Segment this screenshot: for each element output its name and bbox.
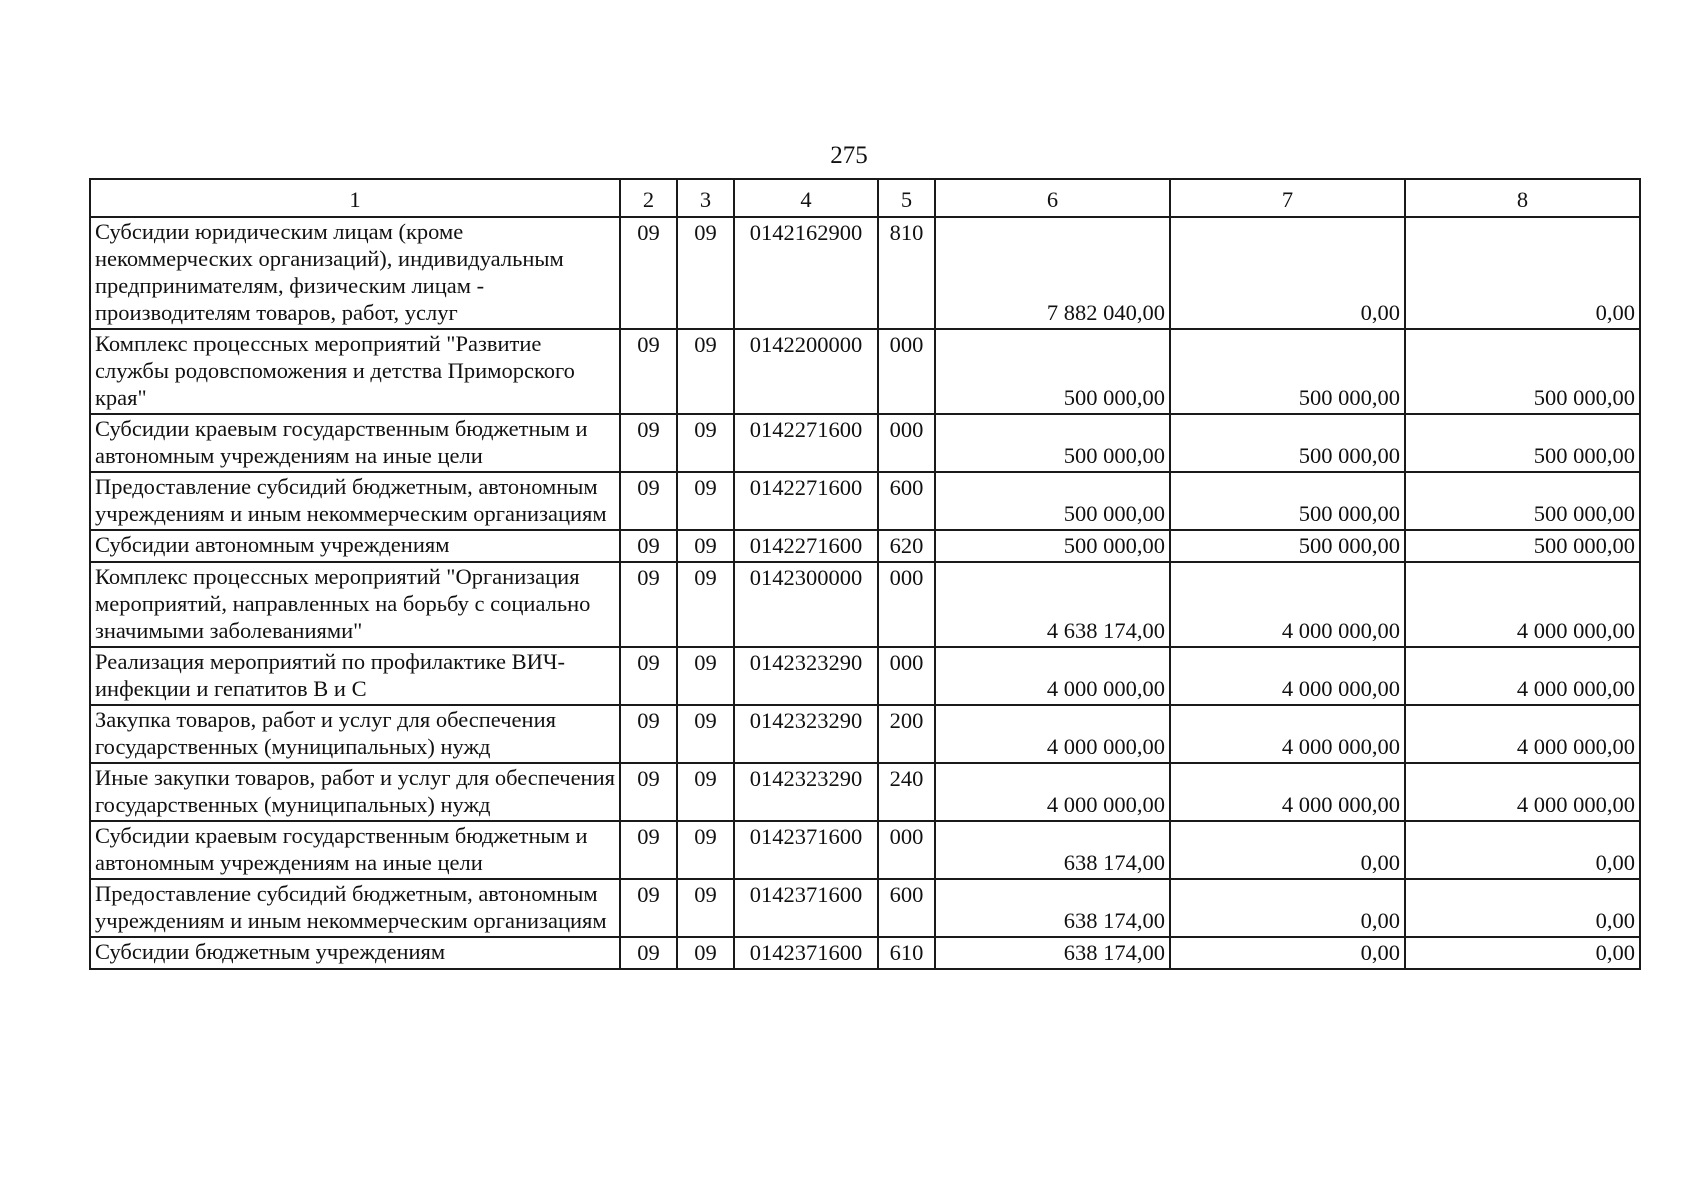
expense-type-cell: 200 <box>878 705 935 763</box>
header-row <box>90 179 1640 217</box>
row-name-cell: Предоставление субсидий бюджетным, автономным учреждениям и иным некоммерческим организациям <box>90 879 620 937</box>
row-name-cell: Предоставление субсидий бюджетным, автономным учреждениям и иным некоммерческим организациям <box>90 472 620 530</box>
row-name-cell: Комплекс процессных мероприятий "Организация мероприятий, направленных на борьбу с социально значимыми заболеваниями" <box>90 562 620 647</box>
amount-col7-cell: 0,00 <box>1170 217 1405 329</box>
target-article-cell: 0142271600 <box>734 414 878 472</box>
amount-col8-cell: 4 000 000,00 <box>1405 763 1640 821</box>
section-code-cell: 09 <box>620 472 677 530</box>
expense-type-cell: 000 <box>878 414 935 472</box>
amount-col8-cell: 500 000,00 <box>1405 329 1640 414</box>
amount-col6-cell: 638 174,00 <box>935 937 1170 969</box>
header-cell: 3 <box>677 179 734 217</box>
table-row <box>90 217 1640 329</box>
page-number: 275 <box>830 142 868 169</box>
amount-col6-cell: 4 000 000,00 <box>935 647 1170 705</box>
section-code-cell: 09 <box>620 937 677 969</box>
amount-col7-cell: 500 000,00 <box>1170 530 1405 562</box>
subsection-code-cell: 09 <box>677 414 734 472</box>
subsection-code-cell: 09 <box>677 647 734 705</box>
section-code-cell: 09 <box>620 647 677 705</box>
subsection-code-cell: 09 <box>677 763 734 821</box>
amount-col7-cell: 4 000 000,00 <box>1170 763 1405 821</box>
expense-type-cell: 600 <box>878 472 935 530</box>
amount-col6-cell: 638 174,00 <box>935 879 1170 937</box>
amount-col8-cell: 500 000,00 <box>1405 530 1640 562</box>
amount-col8-cell: 0,00 <box>1405 217 1640 329</box>
subsection-code-cell: 09 <box>677 705 734 763</box>
header-cell: 5 <box>878 179 935 217</box>
header-cell: 8 <box>1405 179 1640 217</box>
subsection-code-cell: 09 <box>677 530 734 562</box>
header-cell: 7 <box>1170 179 1405 217</box>
expense-type-cell: 810 <box>878 217 935 329</box>
amount-col7-cell: 500 000,00 <box>1170 329 1405 414</box>
amount-col6-cell: 4 000 000,00 <box>935 763 1170 821</box>
row-name-cell: Комплекс процессных мероприятий "Развитие службы родовспоможения и детства Приморского края" <box>90 329 620 414</box>
table-row <box>90 414 1640 472</box>
section-code-cell: 09 <box>620 414 677 472</box>
section-code-cell: 09 <box>620 763 677 821</box>
expense-type-cell: 240 <box>878 763 935 821</box>
section-code-cell: 09 <box>620 879 677 937</box>
subsection-code-cell: 09 <box>677 937 734 969</box>
row-name-cell: Реализация мероприятий по профилактике ВИЧ-инфекции и гепатитов В и С <box>90 647 620 705</box>
amount-col7-cell: 4 000 000,00 <box>1170 562 1405 647</box>
amount-col8-cell: 0,00 <box>1405 937 1640 969</box>
header-cell: 6 <box>935 179 1170 217</box>
amount-col6-cell: 638 174,00 <box>935 821 1170 879</box>
expense-type-cell: 600 <box>878 879 935 937</box>
expense-type-cell: 620 <box>878 530 935 562</box>
target-article-cell: 0142300000 <box>734 562 878 647</box>
row-name-cell: Субсидии юридическим лицам (кроме некоммерческих организаций), индивидуальным предпринимателям, физическим лицам - производителям товаров, работ, услуг <box>90 217 620 329</box>
amount-col8-cell: 500 000,00 <box>1405 472 1640 530</box>
row-name-cell: Закупка товаров, работ и услуг для обеспечения государственных (муниципальных) нужд <box>90 705 620 763</box>
subsection-code-cell: 09 <box>677 562 734 647</box>
header-cell: 4 <box>734 179 878 217</box>
target-article-cell: 0142323290 <box>734 763 878 821</box>
target-article-cell: 0142323290 <box>734 647 878 705</box>
table-row <box>90 329 1640 414</box>
amount-col7-cell: 4 000 000,00 <box>1170 705 1405 763</box>
amount-col8-cell: 4 000 000,00 <box>1405 705 1640 763</box>
target-article-cell: 0142371600 <box>734 821 878 879</box>
section-code-cell: 09 <box>620 705 677 763</box>
row-name-cell: Субсидии краевым государственным бюджетным и автономным учреждениям на иные цели <box>90 414 620 472</box>
expense-type-cell: 000 <box>878 647 935 705</box>
amount-col6-cell: 4 638 174,00 <box>935 562 1170 647</box>
row-name-cell: Иные закупки товаров, работ и услуг для обеспечения государственных (муниципальных) нужд <box>90 763 620 821</box>
expense-type-cell: 000 <box>878 562 935 647</box>
subsection-code-cell: 09 <box>677 329 734 414</box>
target-article-cell: 0142271600 <box>734 530 878 562</box>
section-code-cell: 09 <box>620 329 677 414</box>
amount-col6-cell: 500 000,00 <box>935 530 1170 562</box>
subsection-code-cell: 09 <box>677 472 734 530</box>
table-row <box>90 530 1640 562</box>
amount-col6-cell: 7 882 040,00 <box>935 217 1170 329</box>
expense-type-cell: 000 <box>878 329 935 414</box>
section-code-cell: 09 <box>620 562 677 647</box>
budget-table <box>89 178 1641 970</box>
row-name-cell: Субсидии краевым государственным бюджетным и автономным учреждениям на иные цели <box>90 821 620 879</box>
row-name-cell: Субсидии автономным учреждениям <box>90 530 620 562</box>
subsection-code-cell: 09 <box>677 217 734 329</box>
header-cell: 2 <box>620 179 677 217</box>
target-article-cell: 0142371600 <box>734 937 878 969</box>
amount-col7-cell: 500 000,00 <box>1170 414 1405 472</box>
target-article-cell: 0142371600 <box>734 879 878 937</box>
target-article-cell: 0142323290 <box>734 705 878 763</box>
table-row <box>90 821 1640 879</box>
amount-col8-cell: 4 000 000,00 <box>1405 647 1640 705</box>
subsection-code-cell: 09 <box>677 879 734 937</box>
section-code-cell: 09 <box>620 821 677 879</box>
subsection-code-cell: 09 <box>677 821 734 879</box>
amount-col7-cell: 500 000,00 <box>1170 472 1405 530</box>
table-row <box>90 705 1640 763</box>
amount-col7-cell: 0,00 <box>1170 879 1405 937</box>
table-row <box>90 879 1640 937</box>
table-row <box>90 472 1640 530</box>
section-code-cell: 09 <box>620 530 677 562</box>
expense-type-cell: 000 <box>878 821 935 879</box>
table-row <box>90 763 1640 821</box>
table-row <box>90 937 1640 969</box>
amount-col7-cell: 0,00 <box>1170 821 1405 879</box>
table-row <box>90 647 1640 705</box>
expense-type-cell: 610 <box>878 937 935 969</box>
amount-col7-cell: 4 000 000,00 <box>1170 647 1405 705</box>
table-row <box>90 562 1640 647</box>
target-article-cell: 0142271600 <box>734 472 878 530</box>
row-name-cell: Субсидии бюджетным учреждениям <box>90 937 620 969</box>
amount-col6-cell: 500 000,00 <box>935 414 1170 472</box>
target-article-cell: 0142200000 <box>734 329 878 414</box>
amount-col6-cell: 500 000,00 <box>935 472 1170 530</box>
section-code-cell: 09 <box>620 217 677 329</box>
table-body <box>90 179 1640 969</box>
amount-col8-cell: 0,00 <box>1405 821 1640 879</box>
amount-col8-cell: 4 000 000,00 <box>1405 562 1640 647</box>
amount-col7-cell: 0,00 <box>1170 937 1405 969</box>
target-article-cell: 0142162900 <box>734 217 878 329</box>
amount-col8-cell: 0,00 <box>1405 879 1640 937</box>
amount-col8-cell: 500 000,00 <box>1405 414 1640 472</box>
amount-col6-cell: 500 000,00 <box>935 329 1170 414</box>
header-cell: 1 <box>90 179 620 217</box>
amount-col6-cell: 4 000 000,00 <box>935 705 1170 763</box>
